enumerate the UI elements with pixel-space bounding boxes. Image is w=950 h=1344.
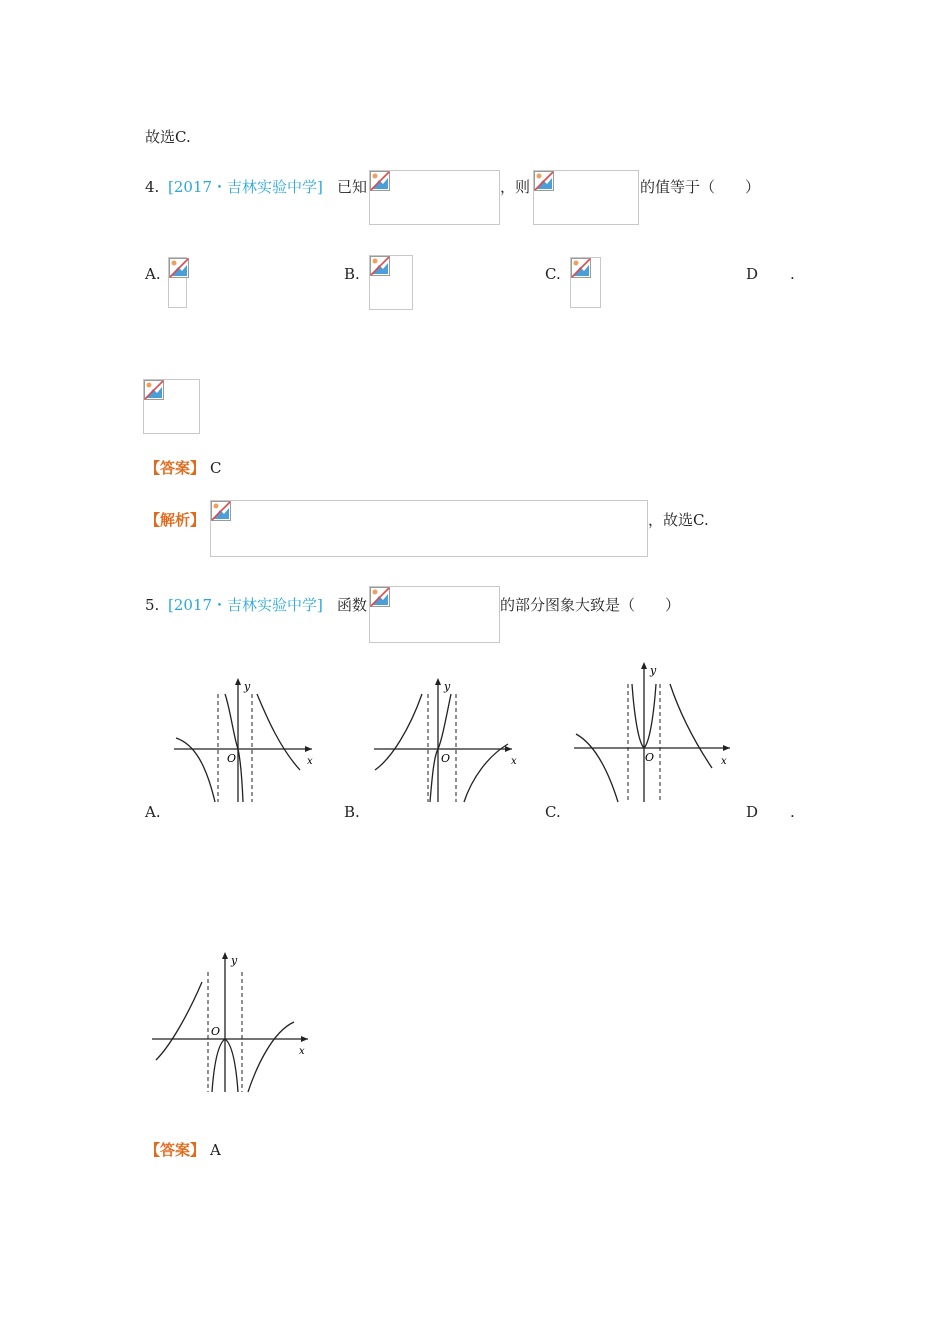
axis-y-label: y <box>231 954 238 967</box>
broken-image-icon <box>169 258 189 278</box>
q5-option-a-label: A. <box>145 803 161 821</box>
q4-answer-value: C <box>210 459 222 477</box>
axis-x-label: x <box>721 756 727 767</box>
axis-x-label: x <box>299 1046 305 1057</box>
q4-analysis-tail: ，故选C. <box>648 511 709 529</box>
q5-option-c-label: C. <box>545 803 561 821</box>
origin-label: O <box>645 751 655 764</box>
broken-image-icon <box>534 171 554 191</box>
broken-image-icon <box>571 258 591 278</box>
q4-number: 4. <box>145 178 160 196</box>
q5-graph-b <box>372 678 520 806</box>
q4-option-d-label: D <box>746 265 759 283</box>
q4-text-c: 的值等于（ ） <box>640 178 761 196</box>
origin-label: O <box>211 1025 221 1038</box>
axis-x-label: x <box>307 756 313 767</box>
q4-source: [2017・吉林实验中学] <box>168 178 323 196</box>
q5-option-d-label: D <box>746 803 759 821</box>
q4-option-b-label: B. <box>344 265 360 283</box>
q4-option-a-image <box>168 257 187 308</box>
origin-label: O <box>227 752 237 765</box>
q5-source: [2017・吉林实验中学] <box>168 596 323 614</box>
q4-option-c-image <box>570 257 601 308</box>
broken-image-icon <box>211 501 231 521</box>
q4-option-c-label: C. <box>545 265 561 283</box>
q4-formula-image-1 <box>369 170 500 225</box>
q4-answer-tag: 【答案】 <box>145 459 206 477</box>
q4-option-d-dot: . <box>790 265 795 283</box>
q5-graph-d <box>150 952 312 1096</box>
q5-answer-tag: 【答案】 <box>145 1141 206 1159</box>
axis-x-label: x <box>511 756 517 767</box>
q5-answer-value: A <box>210 1141 221 1159</box>
q4-text-b: ，则 <box>500 178 531 196</box>
broken-image-icon <box>370 587 390 607</box>
q4-option-b-image <box>369 255 413 310</box>
prev-conclusion: 故选C. <box>145 128 191 146</box>
q5-text-b: 的部分图象大致是（ ） <box>500 596 681 614</box>
axis-y-label: y <box>444 680 451 693</box>
q4-option-a-label: A. <box>145 265 161 283</box>
q5-formula-image <box>369 586 500 643</box>
broken-image-icon <box>144 380 164 400</box>
q4-option-d-image <box>143 379 200 434</box>
q4-analysis-tag: 【解析】 <box>145 511 206 529</box>
broken-image-icon <box>370 171 390 191</box>
q4-text-a: 已知 <box>337 178 368 196</box>
q4-formula-image-2 <box>533 170 639 225</box>
q5-option-b-label: B. <box>344 803 360 821</box>
origin-label: O <box>441 752 451 765</box>
axis-y-label: y <box>650 664 657 677</box>
axis-y-label: y <box>244 680 251 693</box>
q5-graph-a <box>172 678 320 806</box>
broken-image-icon <box>370 256 390 276</box>
q5-text-a: 函数 <box>337 596 368 614</box>
q5-graph-c <box>572 662 734 806</box>
q5-number: 5. <box>145 596 160 614</box>
q5-option-d-dot: . <box>790 803 795 821</box>
q4-analysis-formula-image <box>210 500 648 557</box>
